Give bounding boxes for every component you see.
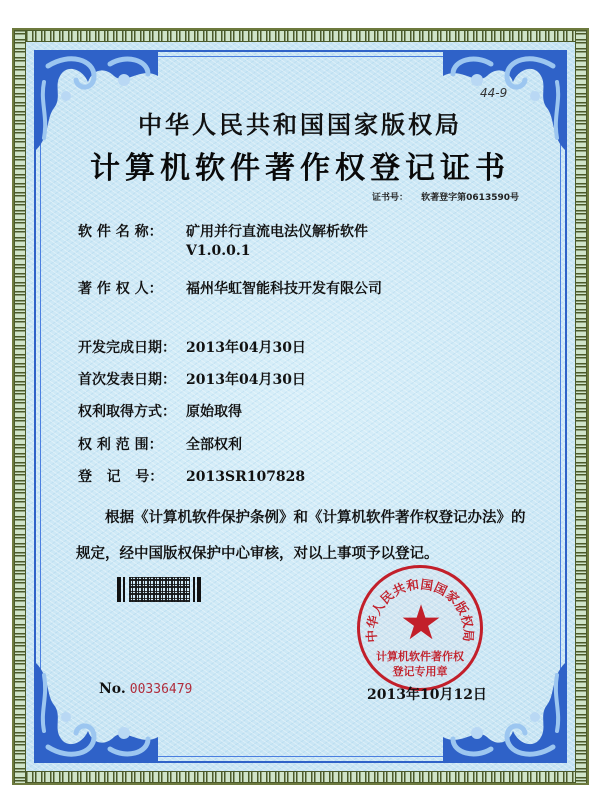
issue-date: 2013年10月12日	[367, 687, 487, 703]
certificate-title: 计算机软件著作权登记证书	[90, 151, 510, 186]
field-value: 2013年04月30日	[186, 340, 306, 356]
handwritten-note: 44-9	[480, 86, 508, 100]
field-value: 2013年04月30日	[186, 372, 306, 388]
serial-number	[99, 681, 192, 697]
field-label: 登 记 号：	[78, 469, 164, 485]
certificate-number-value: 软著登字第0613590号	[421, 193, 519, 203]
field-registration-number	[78, 466, 305, 486]
serial-value: 00336479	[129, 682, 193, 697]
statement-line-1: 根据《计算机软件保护条例》和《计算机软件著作权登记办法》的	[105, 510, 526, 526]
field-label: 首次发表日期：	[78, 372, 176, 388]
field-label: 开发完成日期：	[78, 340, 176, 356]
barcode-matrix	[129, 577, 190, 602]
seal-star-icon: ★	[399, 595, 443, 651]
field-first-publication-date	[78, 369, 306, 389]
field-copyright-owner	[78, 278, 382, 298]
field-label: 权 利 范 围：	[78, 437, 163, 453]
field-label: 著 作 权 人：	[78, 281, 163, 297]
certificate-number	[372, 190, 519, 203]
issuer-heading: 中华人民共和国国家版权局	[138, 111, 462, 139]
official-red-seal	[357, 565, 483, 691]
serial-prefix: No.	[99, 681, 126, 697]
field-value: 矿用并行直流电法仪解析软件	[186, 224, 368, 240]
2d-barcode	[117, 577, 201, 602]
field-label: 软 件 名 称：	[78, 224, 163, 240]
field-value: 原始取得	[186, 404, 242, 420]
field-value: 福州华虹智能科技开发有限公司	[186, 281, 382, 297]
svg-text:中华人民共和国国家版权局: 中华人民共和国国家版权局	[363, 576, 477, 643]
field-rights-scope	[78, 434, 242, 454]
seal-line-2: 登记专用章	[392, 665, 448, 678]
certificate-number-label: 证书号：	[372, 193, 409, 203]
field-development-completion-date	[78, 337, 306, 357]
field-rights-acquisition-method	[78, 401, 242, 421]
field-label: 权利取得方式：	[78, 404, 176, 420]
seal-line-1: 计算机软件著作权	[376, 650, 464, 663]
software-version: V1.0.0.1	[186, 243, 251, 259]
registration-statement	[76, 500, 546, 572]
field-software-name	[78, 221, 368, 259]
statement-line-2: 规定，经中国版权保护中心审核，对以上事项予以登记。	[76, 546, 439, 562]
field-value: 全部权利	[186, 437, 242, 453]
field-value: 2013SR107828	[186, 469, 306, 485]
